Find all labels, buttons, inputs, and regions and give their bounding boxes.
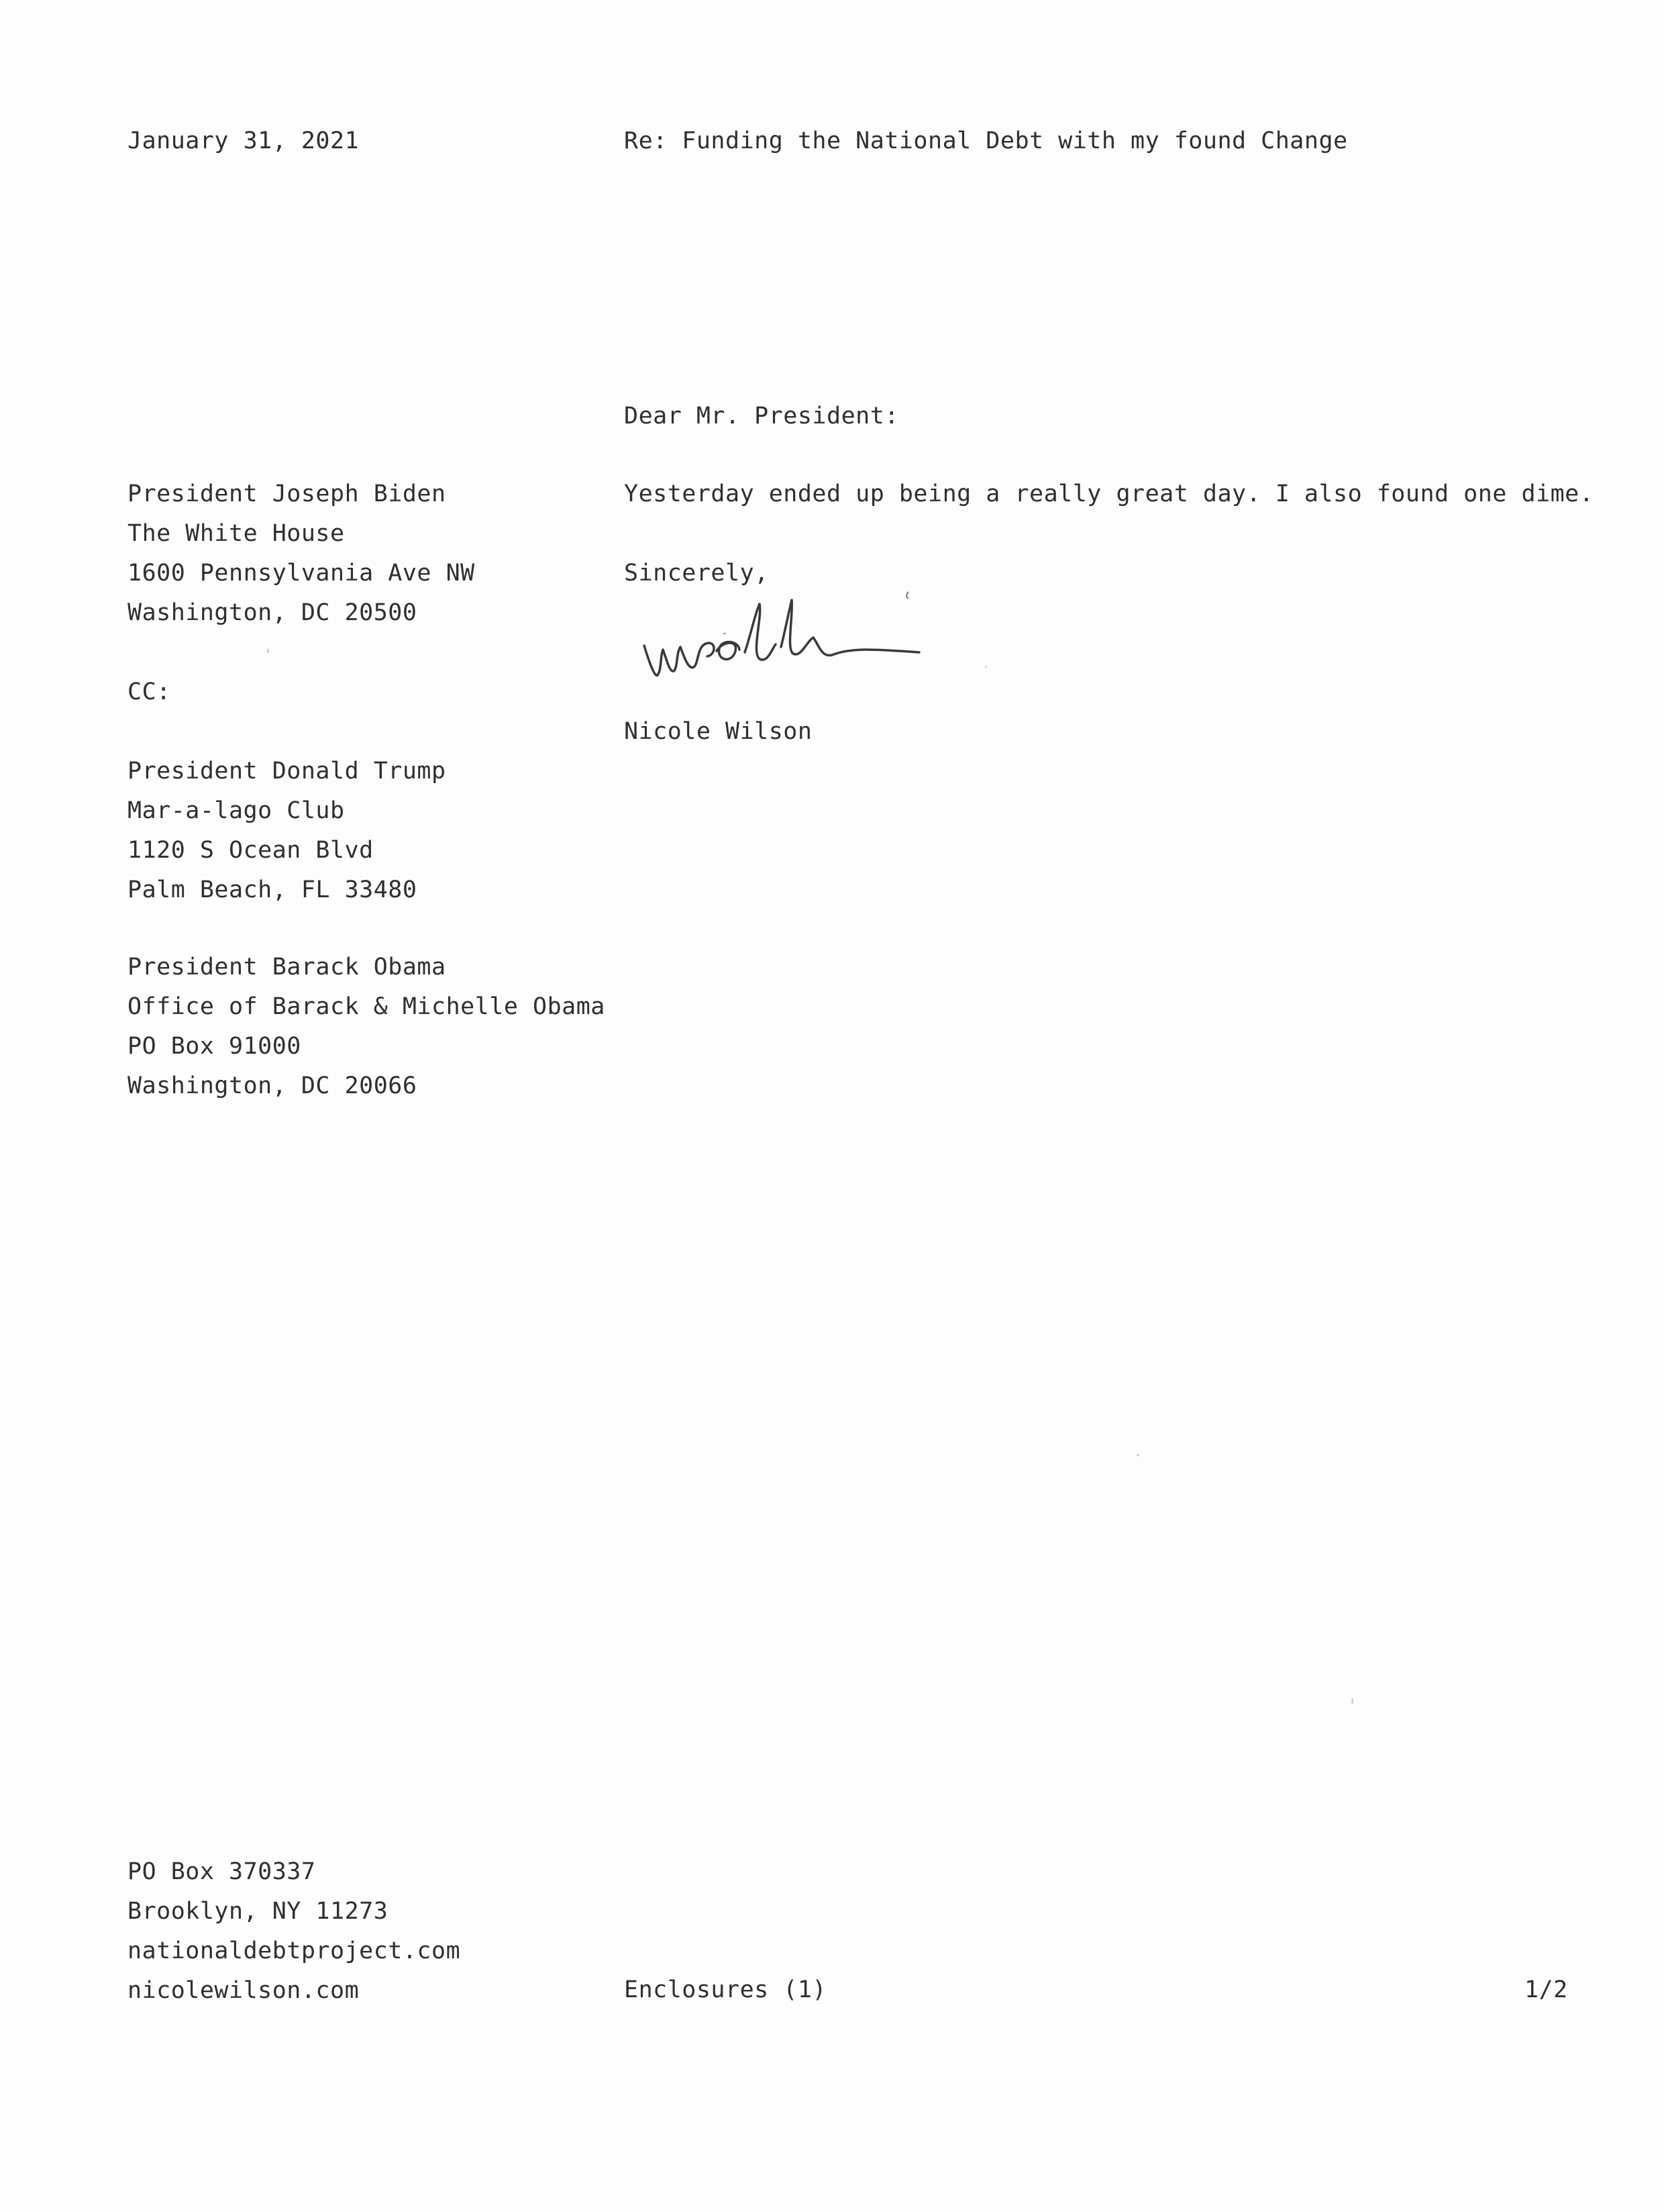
handwritten-signature <box>637 577 966 691</box>
scan-speck <box>985 666 987 668</box>
address-line: 1600 Pennsylvania Ave NW <box>127 560 475 587</box>
website-link: nicolewilson.com <box>127 1977 360 2004</box>
sender-address <box>127 1852 460 2011</box>
cc-recipient-address <box>127 752 446 910</box>
address-line: President Joseph Biden <box>127 481 446 507</box>
address-line: Washington, DC 20500 <box>127 599 417 626</box>
address-line: President Barack Obama <box>127 954 446 981</box>
enclosures-note: Enclosures (1) <box>624 1976 827 2003</box>
website-link: nationaldebtproject.com <box>127 1938 461 1964</box>
page-number: 1/2 <box>1524 1976 1568 2003</box>
address-line: Mar-a-lago Club <box>127 797 345 824</box>
signer-name: Nicole Wilson <box>624 718 813 745</box>
address-line: Office of Barack & Michelle Obama <box>127 993 605 1020</box>
cc-label: CC: <box>127 678 171 705</box>
address-line: PO Box 91000 <box>127 1033 301 1060</box>
letter-subject: Re: Funding the National Debt with my found Change <box>624 128 1348 154</box>
address-line: Washington, DC 20066 <box>127 1072 417 1099</box>
address-line: Palm Beach, FL 33480 <box>127 876 417 903</box>
cc-recipient-address <box>127 948 605 1106</box>
salutation: Dear Mr. President: <box>624 403 899 430</box>
scan-speck <box>1137 1454 1139 1456</box>
letter-body: Yesterday ended up being a really great day. I also found one dime. <box>624 481 1594 507</box>
address-line: The White House <box>127 520 345 547</box>
scan-speck <box>1351 1698 1353 1705</box>
letter-date: January 31, 2021 <box>127 128 360 154</box>
address-line: President Donald Trump <box>127 758 446 785</box>
address-line: PO Box 370337 <box>127 1858 316 1885</box>
address-line: 1120 S Ocean Blvd <box>127 837 374 864</box>
recipient-address <box>127 474 475 633</box>
closing: Sincerely, <box>624 560 769 587</box>
address-line: Brooklyn, NY 11273 <box>127 1898 388 1925</box>
scan-speck <box>267 648 269 654</box>
